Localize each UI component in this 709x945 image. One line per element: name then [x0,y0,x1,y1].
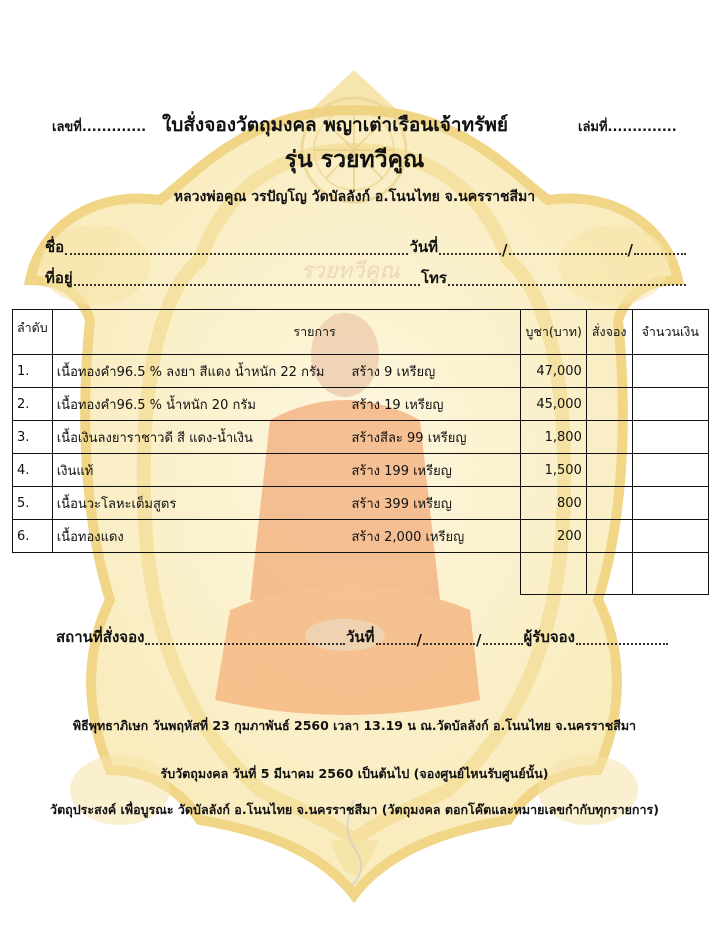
order-date-month-input[interactable] [423,643,475,645]
row-amount-input[interactable] [632,487,708,520]
row-item: เนื้อนวะโลหะเต็มสูตร [56,496,177,512]
row-order-input[interactable] [586,487,632,520]
total-amount-input[interactable] [632,553,708,595]
order-place-input[interactable] [145,643,345,645]
row-amount-input[interactable] [632,520,708,553]
series-name: รุ่น รวยทวีคูณ [284,147,425,173]
row-price: 1,800 [521,421,586,454]
date-label: วันที่ [409,238,439,256]
row-quantity: สร้าง 399 เหรียญ [351,496,452,512]
header-item: รายการ [52,310,521,355]
row-amount-input[interactable] [632,388,708,421]
pickup-info: รับวัตถุมงคล วันที่ 5 มีนาคม 2560 เป็นต้นไป (จองศูนย์ไหนรับศูนย์นั้น) [160,766,549,781]
receiver-label: ผู้รับจอง [523,628,575,646]
row-quantity: สร้าง 19 เหรียญ [351,397,444,413]
name-date-row [45,235,687,259]
row-quantity: สร้าง 9 เหรียญ [351,364,436,380]
table-row [13,388,709,421]
row-no: 5. [13,487,53,520]
row-price: 800 [521,487,586,520]
address-phone-row [45,266,687,290]
table-row [13,454,709,487]
header-no: ลำดับ [13,310,53,355]
row-price: 47,000 [521,355,586,388]
row-no: 6. [13,520,53,553]
row-price: 1,500 [521,454,586,487]
date-day-input[interactable] [439,253,501,255]
row-quantity: สร้าง 2,000 เหรียญ [351,529,465,545]
row-no: 4. [13,454,53,487]
row-amount-input[interactable] [632,355,708,388]
table-row [13,520,709,553]
row-order-input[interactable] [586,388,632,421]
order-date-label: วันที่ [345,628,375,646]
subtitle: หลวงพ่อคูณ วรปัญโญ วัดบัลลังก์ อ.โนนไทย จ.นครราชสีมา [173,189,536,205]
row-no: 3. [13,421,53,454]
row-amount-input[interactable] [632,454,708,487]
order-date-day-input[interactable] [376,643,416,645]
address-input[interactable] [74,284,420,286]
header-order: สั่งจอง [586,310,632,355]
order-place-row [56,625,669,649]
watermark-text: รวยทวีคูณ [300,259,400,284]
document-number-field[interactable]: เลขที่............. [52,120,147,135]
row-order-input[interactable] [586,421,632,454]
date-separator: / [502,241,508,259]
date-separator: / [476,631,482,649]
row-quantity: สร้างสีละ 99 เหรียญ [351,430,467,446]
row-order-input[interactable] [586,454,632,487]
address-label: ที่อยู่ [45,269,73,287]
row-item: เงินแท้ [56,463,94,479]
table-row [13,355,709,388]
row-item: เนื้อเงินลงยาราชาวดี สี แดง-น้ำเงิน [56,430,253,446]
row-quantity: สร้าง 199 เหรียญ [351,463,452,479]
row-amount-input[interactable] [632,421,708,454]
row-no: 1. [13,355,53,388]
total-price-cell [521,553,586,595]
date-separator: / [416,631,423,649]
row-no: 2. [13,388,53,421]
name-input[interactable] [65,253,408,255]
row-order-input[interactable] [586,520,632,553]
row-item: เนื้อทองคำ96.5 % ลงยา สีแดง น้ำหนัก 22 กรัม [56,364,325,380]
order-table [12,309,709,595]
table-row [13,487,709,520]
book-number-field[interactable]: เล่มที่.............. [578,120,677,135]
receiver-input[interactable] [576,643,668,645]
purpose-info: วัตถุประสงค์ เพื่อบูรณะ วัดบัลลังก์ อ.โนนไทย จ.นครราชสีมา (วัตถุมงคล ตอกโค๊ตและหมายเลขกำกับทุกรายการ) [50,802,659,817]
order-date-year-input[interactable] [483,643,523,645]
ceremony-info: พิธีพุทธาภิเษก วันพฤหัสที่ 23 กุมภาพันธ์ 2560 เวลา 13.19 น ณ.วัดบัลลังก์ อ.โนนไทย จ.นครราชสีมา [72,718,637,733]
phone-label: โทร [420,269,447,287]
row-item: เนื้อทองคำ96.5 % น้ำหนัก 20 กรัม [56,397,256,413]
form-title: ใบสั่งจองวัตถุมงคล พญาเต่าเรือนเจ้าทรัพย์ [162,114,508,136]
total-row [13,553,709,595]
row-item: เนื้อทองแดง [56,529,124,545]
header-amount: จำนวนเงิน [632,310,708,355]
row-order-input[interactable] [586,355,632,388]
phone-input[interactable] [448,284,686,286]
name-label: ชื่อ [45,238,65,256]
order-place-label: สถานที่สั่งจอง [56,628,145,646]
table-header-row [13,310,709,355]
date-year-input[interactable] [634,253,686,255]
total-order-input[interactable] [586,553,632,595]
date-separator: / [627,241,633,259]
header-price: บูชา(บาท) [521,310,586,355]
date-month-input[interactable] [509,253,627,255]
row-price: 45,000 [521,388,586,421]
row-price: 200 [521,520,586,553]
table-row [13,421,709,454]
